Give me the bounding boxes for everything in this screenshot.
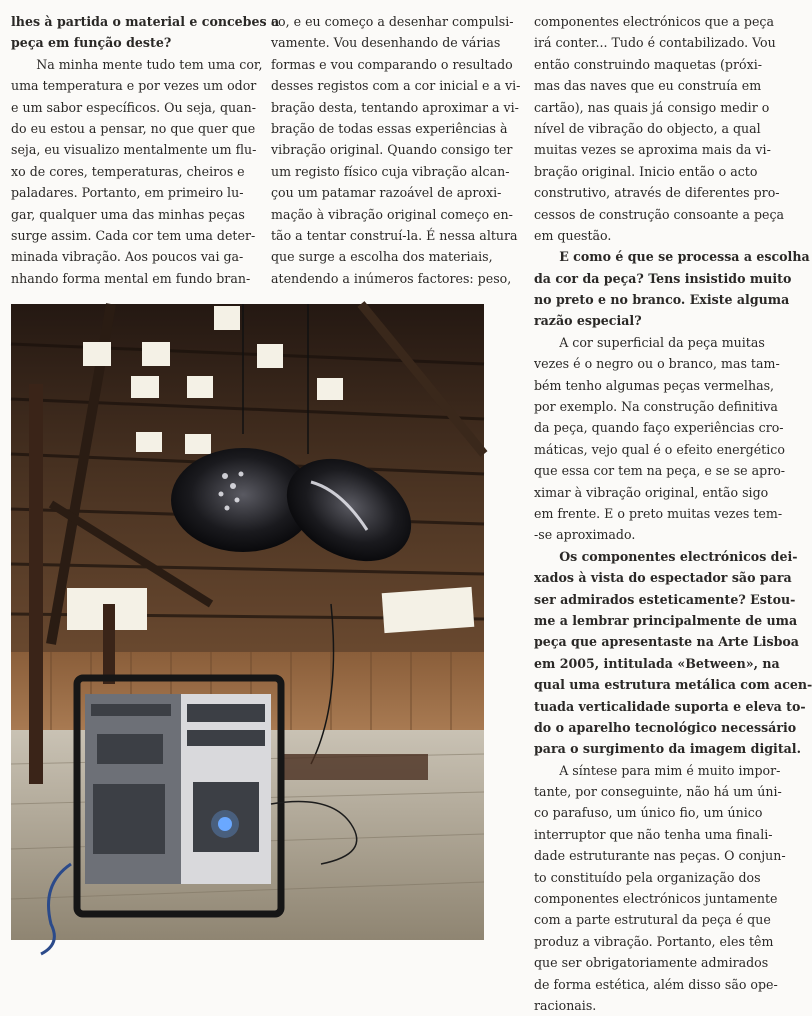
column3-line: componentes electrónicos que a peça (534, 14, 774, 29)
column3-line: muitas vezes se aproxima mais da vi- (534, 142, 771, 158)
column1-line: lhes à partida o material e concebes a (11, 14, 280, 29)
column2-line: vamente. Vou desenhando de várias (271, 35, 501, 51)
column3-line: da peça, quando faço experiências cro- (534, 420, 784, 436)
column2-line: que surge a escolha dos materiais, (271, 249, 493, 265)
column1-line: uma temperatura e por vezes um odor (11, 78, 257, 94)
column3-line: tuada verticalidade suporta e eleva to- (534, 698, 806, 714)
column3-line: co parafuso, um único fio, um único (534, 805, 763, 821)
column1-line: e um sabor específicos. Ou seja, quan- (11, 99, 256, 115)
column3-line: mas das naves que eu construía em (534, 78, 762, 94)
installation-photo (11, 304, 484, 940)
column3-line: racionais. (534, 997, 597, 1013)
column3-line: to constituído pela organização dos (534, 869, 761, 885)
column3-line: para o surgimento da imagem digital. (534, 741, 801, 757)
column2-line: çou um patamar razoável de aproxi- (271, 185, 502, 201)
column3-line: ximar à vibração original, então sigo (534, 484, 769, 500)
column3-line: bém tenho algumas peças vermelhas, (534, 377, 775, 393)
column3-line: razão especial? (534, 313, 642, 329)
column1-line: Na minha mente tudo tem uma cor, (11, 56, 263, 72)
column3-line: A síntese para mim é muito impor- (534, 762, 781, 778)
text-column-2 (271, 11, 521, 289)
column3-line: em 2005, intitulada «Between», na (534, 655, 780, 671)
column3-line: do o aparelho tecnológico necessário (534, 719, 797, 735)
column3-line: em questão. (534, 227, 612, 243)
column3-line: que essa cor tem na peça, e se se apro- (534, 463, 786, 479)
column3-line: cartão), nas quais já consigo medir o (534, 99, 770, 115)
column2-line: atendendo a inúmeros factores: peso, (271, 270, 512, 286)
column2-line: bração desta, tentando aproximar a vi- (271, 99, 519, 115)
column3-line: que ser obrigatoriamente admirados (534, 955, 769, 971)
column3-line: A cor superficial da peça muitas (534, 334, 765, 350)
column1-line: paladares. Portanto, em primeiro lu- (11, 185, 244, 201)
column3-line: qual uma estrutura metálica com acen- (534, 677, 812, 693)
column3-line: em frente. E o preto muitas vezes tem- (534, 505, 783, 521)
column3-line: dade estruturante nas peças. O conjun- (534, 848, 786, 864)
column3-line: -se aproximado. (534, 527, 636, 543)
column1-line: xo de cores, temperaturas, cheiros e (11, 163, 245, 179)
column2-line: bração de todas essas experiências à (271, 120, 508, 136)
column3-line: interruptor que não tenha uma finali- (534, 826, 773, 842)
column3-line: com a parte estrutural da peça é que (534, 912, 771, 928)
column3-line: me a lembrar principalmente de uma (534, 612, 798, 628)
column3-line: tante, por conseguinte, não há um úni- (534, 784, 782, 800)
column3-line: Os componentes electrónicos dei- (534, 548, 798, 564)
column1-line: do eu estou a pensar, no que quer que (11, 120, 256, 136)
column3-line: irá conter... Tudo é contabilizado. Vou (534, 35, 776, 51)
column3-line: xados à vista do espectador são para (534, 570, 792, 586)
column1-line: gar, qualquer uma das minhas peças (11, 206, 245, 222)
column3-line: E como é que se processa a escolha (534, 249, 810, 265)
column2-line: um registo físico cuja vibração alcan- (271, 163, 510, 179)
column3-line: ser admirados esteticamente? Estou- (534, 591, 796, 607)
column3-line: vezes é o negro ou o branco, mas tam- (534, 356, 780, 372)
text-column-1 (11, 11, 280, 289)
column3-line: nível de vibração do objecto, a qual (534, 120, 761, 136)
column3-line: peça que apresentaste na Arte Lisboa (534, 634, 799, 650)
column3-line: construtivo, através de diferentes pro- (534, 185, 780, 201)
column1-line: minada vibração. Aos poucos vai ga- (11, 249, 244, 265)
column3-line: então construindo maquetas (próxi- (534, 56, 762, 72)
column1-line: nhando forma mental em fundo bran- (11, 270, 251, 286)
column3-line: por exemplo. Na construção definitiva (534, 399, 778, 415)
column3-line: no preto e no branco. Existe alguma (534, 292, 790, 308)
column3-line: da cor da peça? Tens insistido muito (534, 270, 792, 286)
column3-line: máticas, vejo qual é o efeito energético (534, 441, 785, 457)
column3-line: cessos de construção consoante a peça (534, 206, 785, 222)
column1-line: surge assim. Cada cor tem uma deter- (11, 227, 256, 243)
column2-line: tão a tentar construí-la. É nessa altura (271, 227, 518, 243)
column3-line: produz a vibração. Portanto, eles têm (534, 933, 774, 949)
column3-line: de forma estética, além disso são ope- (534, 976, 778, 992)
column2-line: mação à vibração original começo en- (271, 206, 513, 222)
column3-line: bração original. Inicio então o acto (534, 163, 758, 179)
column1-line: peça em função deste? (11, 35, 172, 51)
column3-line: componentes electrónicos juntamente (534, 891, 778, 907)
column1-line: seja, eu visualizo mentalmente um flu- (11, 142, 257, 158)
column2-line: vibração original. Quando consigo ter (271, 142, 513, 158)
column2-line: formas e vou comparando o resultado (271, 56, 513, 72)
text-column-3 (534, 11, 812, 1016)
column2-line: desses registos com a cor inicial e a vi- (271, 78, 521, 94)
column2-line: co, e eu começo a desenhar compulsi- (271, 14, 514, 29)
